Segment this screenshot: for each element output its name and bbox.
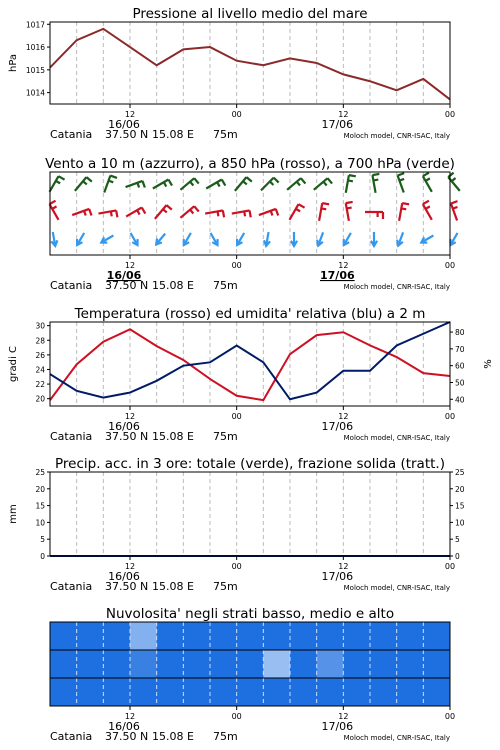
x-tick-label: 00 bbox=[444, 562, 456, 571]
day-label: 17/06 bbox=[321, 570, 354, 583]
model-credit: Moloch model, CNR-ISAC, Italy bbox=[343, 283, 450, 291]
location-lat: 37.50 N bbox=[105, 279, 149, 292]
y-tick-label: 50 bbox=[455, 378, 465, 388]
x-tick-label: 12 bbox=[338, 110, 349, 119]
y-tick-label: 60 bbox=[455, 361, 465, 371]
y-tick-label: 1017 bbox=[25, 20, 45, 30]
chart-title: Precip. acc. in 3 ore: totale (verde), frazione solida (tratt.) bbox=[55, 456, 445, 472]
location-lon: 15.08 E bbox=[152, 279, 194, 292]
location-lat: 37.50 N bbox=[105, 128, 149, 141]
wind-barb-flag bbox=[372, 174, 379, 175]
y-tick-label: 10 bbox=[455, 518, 465, 528]
wind-barb-flag bbox=[244, 211, 245, 216]
location-lat: 37.50 N bbox=[105, 580, 149, 593]
y-tick-label: 70 bbox=[455, 344, 465, 354]
x-tick-label: 00 bbox=[231, 562, 242, 571]
day-label: 17/06 bbox=[320, 269, 355, 282]
day-label: 16/06 bbox=[108, 720, 140, 733]
y-tick-label: 0 bbox=[40, 552, 45, 561]
x-tick-label: 00 bbox=[231, 110, 242, 119]
cloud-chart bbox=[50, 606, 455, 743]
model-credit: Moloch model, CNR-ISAC, Italy bbox=[343, 734, 450, 742]
x-tick-label: 12 bbox=[338, 562, 349, 571]
wind-barb-flag bbox=[321, 208, 326, 209]
y-tick-label: 26 bbox=[35, 350, 45, 360]
y-tick-label: 20 bbox=[455, 484, 465, 494]
x-tick-label: 00 bbox=[444, 712, 456, 721]
y-tick-label: 25 bbox=[455, 468, 465, 477]
location-elevation: 75m bbox=[213, 580, 238, 593]
y-tick-label: 30 bbox=[35, 321, 45, 331]
y-tick-label: 28 bbox=[35, 336, 45, 346]
wind-barb-flag bbox=[401, 208, 406, 209]
day-label: 16/06 bbox=[108, 118, 140, 131]
y-axis-label: mm bbox=[8, 504, 19, 524]
y-tick-label: 5 bbox=[40, 535, 45, 545]
wind-barb-flag bbox=[347, 208, 352, 209]
plot-area bbox=[50, 472, 450, 556]
wind-barb-flag bbox=[250, 210, 251, 217]
x-tick-label: 00 bbox=[231, 261, 242, 270]
location-city: Catania bbox=[50, 730, 93, 743]
day-label: 16/06 bbox=[108, 570, 140, 583]
chart-title: Nuvolosita' negli strati basso, medio e alto bbox=[105, 606, 395, 622]
wind-barb bbox=[450, 233, 457, 245]
day-label: 17/06 bbox=[321, 420, 354, 433]
x-tick-label: 12 bbox=[124, 412, 136, 421]
x-tick-label: 00 bbox=[444, 261, 456, 270]
wind-barb-flag bbox=[218, 211, 219, 216]
wind-barb-shaft bbox=[451, 204, 457, 221]
y-tick-label: 25 bbox=[35, 468, 45, 477]
location-city: Catania bbox=[50, 128, 93, 141]
wind-barb-flag bbox=[349, 175, 356, 176]
model-credit: Moloch model, CNR-ISAC, Italy bbox=[343, 132, 450, 140]
cloud-cell bbox=[317, 650, 344, 678]
pressure-chart bbox=[8, 6, 455, 141]
y-tick-label: 15 bbox=[455, 501, 465, 511]
wind-barb-flag bbox=[373, 180, 378, 181]
location-city: Catania bbox=[50, 580, 93, 593]
x-tick-label: 00 bbox=[231, 712, 242, 721]
day-label: 17/06 bbox=[321, 720, 354, 733]
y-tick-label: 0 bbox=[455, 552, 460, 561]
y-axis-label: gradi C bbox=[8, 346, 19, 382]
location-lon: 15.08 E bbox=[152, 730, 194, 743]
wind-barb-flag bbox=[116, 210, 117, 217]
x-tick-label: 12 bbox=[124, 712, 136, 721]
y-tick-label: 24 bbox=[35, 365, 45, 375]
y-tick-label: 15 bbox=[35, 501, 45, 511]
wind-barb-flag bbox=[348, 180, 353, 181]
location-lat: 37.50 N bbox=[105, 430, 149, 443]
x-tick-label: 00 bbox=[444, 110, 456, 119]
y-tick-label: 40 bbox=[455, 395, 465, 405]
model-credit: Moloch model, CNR-ISAC, Italy bbox=[343, 434, 450, 442]
plot-area bbox=[50, 322, 450, 406]
wind-barb-flag bbox=[322, 203, 329, 204]
y-tick-label: 22 bbox=[35, 380, 45, 390]
y-axis-label: hPa bbox=[8, 53, 19, 73]
y-tick-label: 1014 bbox=[25, 88, 45, 98]
wind-barb-flag bbox=[453, 207, 458, 209]
wind-barb-flag bbox=[452, 178, 456, 181]
wind-barb-flag bbox=[346, 202, 353, 203]
wind-barb-flag bbox=[223, 210, 224, 217]
y-tick-label: 10 bbox=[35, 518, 45, 528]
x-tick-label: 12 bbox=[124, 261, 136, 270]
location-elevation: 75m bbox=[213, 128, 238, 141]
chart-title: Temperatura (rosso) ed umidita' relativa (blu) a 2 m bbox=[74, 306, 426, 322]
day-label: 16/06 bbox=[108, 420, 140, 433]
location-elevation: 75m bbox=[213, 279, 238, 292]
model-credit: Moloch model, CNR-ISAC, Italy bbox=[343, 584, 450, 592]
cloud-background bbox=[50, 622, 450, 706]
y-tick-label: 1015 bbox=[25, 65, 45, 75]
y-tick-label: 5 bbox=[455, 535, 460, 545]
wind-barb-flag bbox=[402, 203, 409, 204]
wind-barb-flag bbox=[451, 201, 458, 203]
location-city: Catania bbox=[50, 279, 93, 292]
location-lon: 15.08 E bbox=[152, 430, 194, 443]
y-tick-label: 1016 bbox=[25, 43, 45, 53]
location-elevation: 75m bbox=[213, 430, 238, 443]
x-tick-label: 00 bbox=[231, 412, 242, 421]
x-tick-label: 12 bbox=[124, 110, 136, 119]
cloud-cell bbox=[263, 650, 290, 678]
y-axis-label-right: % bbox=[483, 359, 494, 369]
y-tick-label: 20 bbox=[35, 484, 45, 494]
location-elevation: 75m bbox=[213, 730, 238, 743]
cloud-cell bbox=[130, 622, 157, 650]
precip-chart bbox=[8, 456, 465, 593]
location-lon: 15.08 E bbox=[152, 128, 194, 141]
day-label: 17/06 bbox=[321, 118, 354, 131]
x-tick-label: 12 bbox=[338, 261, 349, 270]
wind-barb-flag bbox=[111, 211, 112, 216]
x-tick-label: 12 bbox=[338, 412, 349, 421]
location-city: Catania bbox=[50, 430, 93, 443]
location-lon: 15.08 E bbox=[152, 580, 194, 593]
y-tick-label: 20 bbox=[35, 394, 45, 404]
chart-title: Vento a 10 m (azzurro), a 850 hPa (rosso), a 700 hPa (verde) bbox=[45, 156, 455, 172]
chart-title: Pressione al livello medio del mare bbox=[132, 6, 368, 22]
y-tick-label: 80 bbox=[455, 328, 465, 338]
day-label: 16/06 bbox=[106, 269, 142, 282]
location-lat: 37.50 N bbox=[105, 730, 149, 743]
wind-barb bbox=[451, 201, 458, 220]
temperature-chart bbox=[8, 306, 494, 443]
wind-chart bbox=[45, 156, 460, 292]
x-tick-label: 00 bbox=[444, 412, 456, 421]
x-tick-label: 12 bbox=[124, 562, 136, 571]
cloud-cell bbox=[130, 650, 157, 678]
x-tick-label: 12 bbox=[338, 712, 349, 721]
